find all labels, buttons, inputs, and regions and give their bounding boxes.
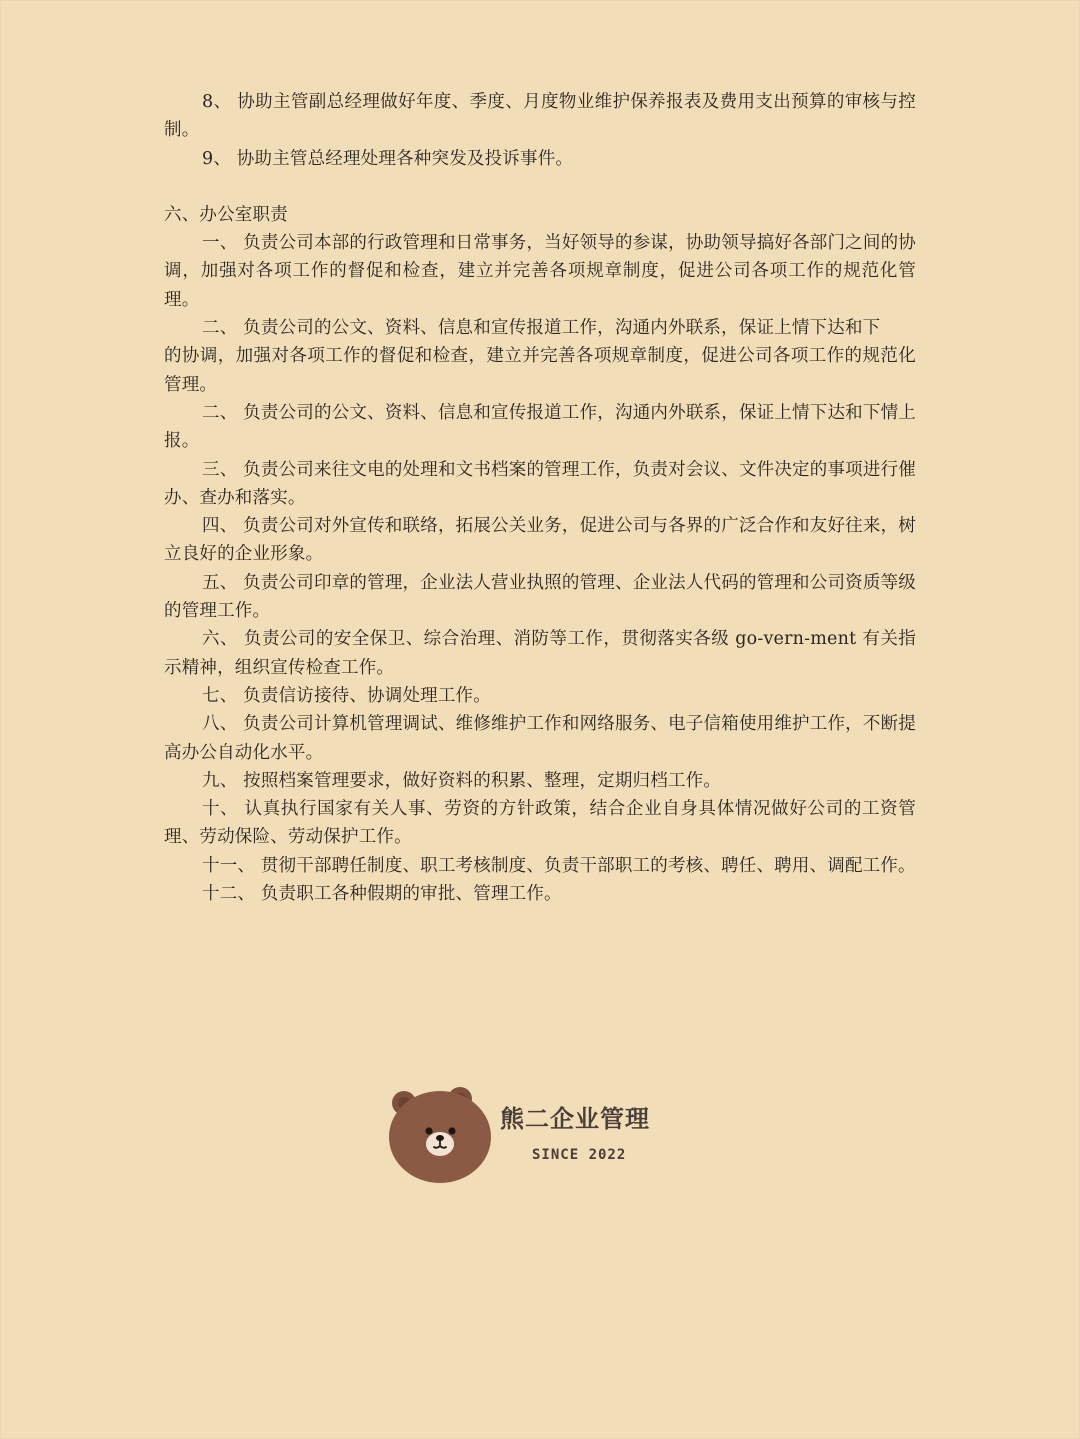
brand-since: SINCE 2022 — [532, 1147, 627, 1163]
paragraph: 十、 认真执行国家有关人事、劳资的方针政策，结合企业自身具体情况做好公司的工资管理、劳动保险、劳动保护工作。 — [164, 799, 916, 848]
bear-face-icon — [388, 1085, 492, 1185]
paragraph: 8、 协助主管副总经理做好年度、季度、月度物业维护保养报表及费用支出预算的审核与控制。 — [164, 92, 916, 141]
brand-name: 熊二企业管理 — [500, 1105, 650, 1133]
paragraph: 十二、 负责职工各种假期的审批、管理工作。 — [202, 884, 562, 905]
paragraph: 二、 负责公司的公文、资料、信息和宣传报道工作，沟通内外联系，保证上情下达和下情上报。 — [164, 402, 916, 452]
paragraph: 九、 按照档案管理要求，做好资料的积累、整理，定期归档工作。 — [202, 770, 722, 791]
paragraph: 五、 负责公司印章的管理，企业法人营业执照的管理、企业法人代码的管理和公司资质等级的管理工作。 — [164, 572, 916, 622]
paragraph: 六、 负责公司的安全保卫、综合治理、消防等工作，贯彻落实各级 go-vern-ment 有关指示精神，组织宣传检查工作。 — [164, 629, 916, 678]
paragraph: 八、 负责公司计算机管理调试、维修维护工作和网络服务、电子信箱使用维护工作，不断提高办公自动化水平。 — [164, 714, 916, 763]
paragraph: 七、 负责信访接待、协调处理工作。 — [202, 685, 491, 706]
paragraph: 十一、 贯彻干部聘任制度、职工考核制度、负责干部职工的考核、聘任、聘用、调配工作。 — [202, 855, 916, 876]
document-body — [164, 88, 916, 908]
paragraph: 四、 负责公司对外宣传和联络，拓展公关业务，促进公司与各界的广泛合作和友好往来，树立良好的企业形象。 — [164, 516, 916, 565]
section-heading: 六、办公室职责 — [164, 204, 288, 225]
paragraph: 三、 负责公司来往文电的处理和文书档案的管理工作，负责对会议、文件决定的事项进行催办、查办和落实。 — [164, 459, 916, 508]
paragraph: 一、 负责公司本部的行政管理和日常事务，当好领导的参谋，协助领导搞好各部门之间的协调，加强对各项工作的督促和检查，建立并完善各项规章制度，促进公司各项工作的规范化管理。 — [164, 233, 916, 310]
paragraph: 二、 负责公司的公文、资料、信息和宣传报道工作，沟通内外联系，保证上情下达和下 — [202, 318, 881, 339]
paragraph: 的协调，加强对各项工作的督促和检查，建立并完善各项规章制度，促进公司各项工作的规范化管理。 — [164, 346, 916, 395]
brand-logo — [388, 1085, 688, 1185]
paragraph: 9、 协助主管总经理处理各种突发及投诉事件。 — [202, 148, 574, 169]
